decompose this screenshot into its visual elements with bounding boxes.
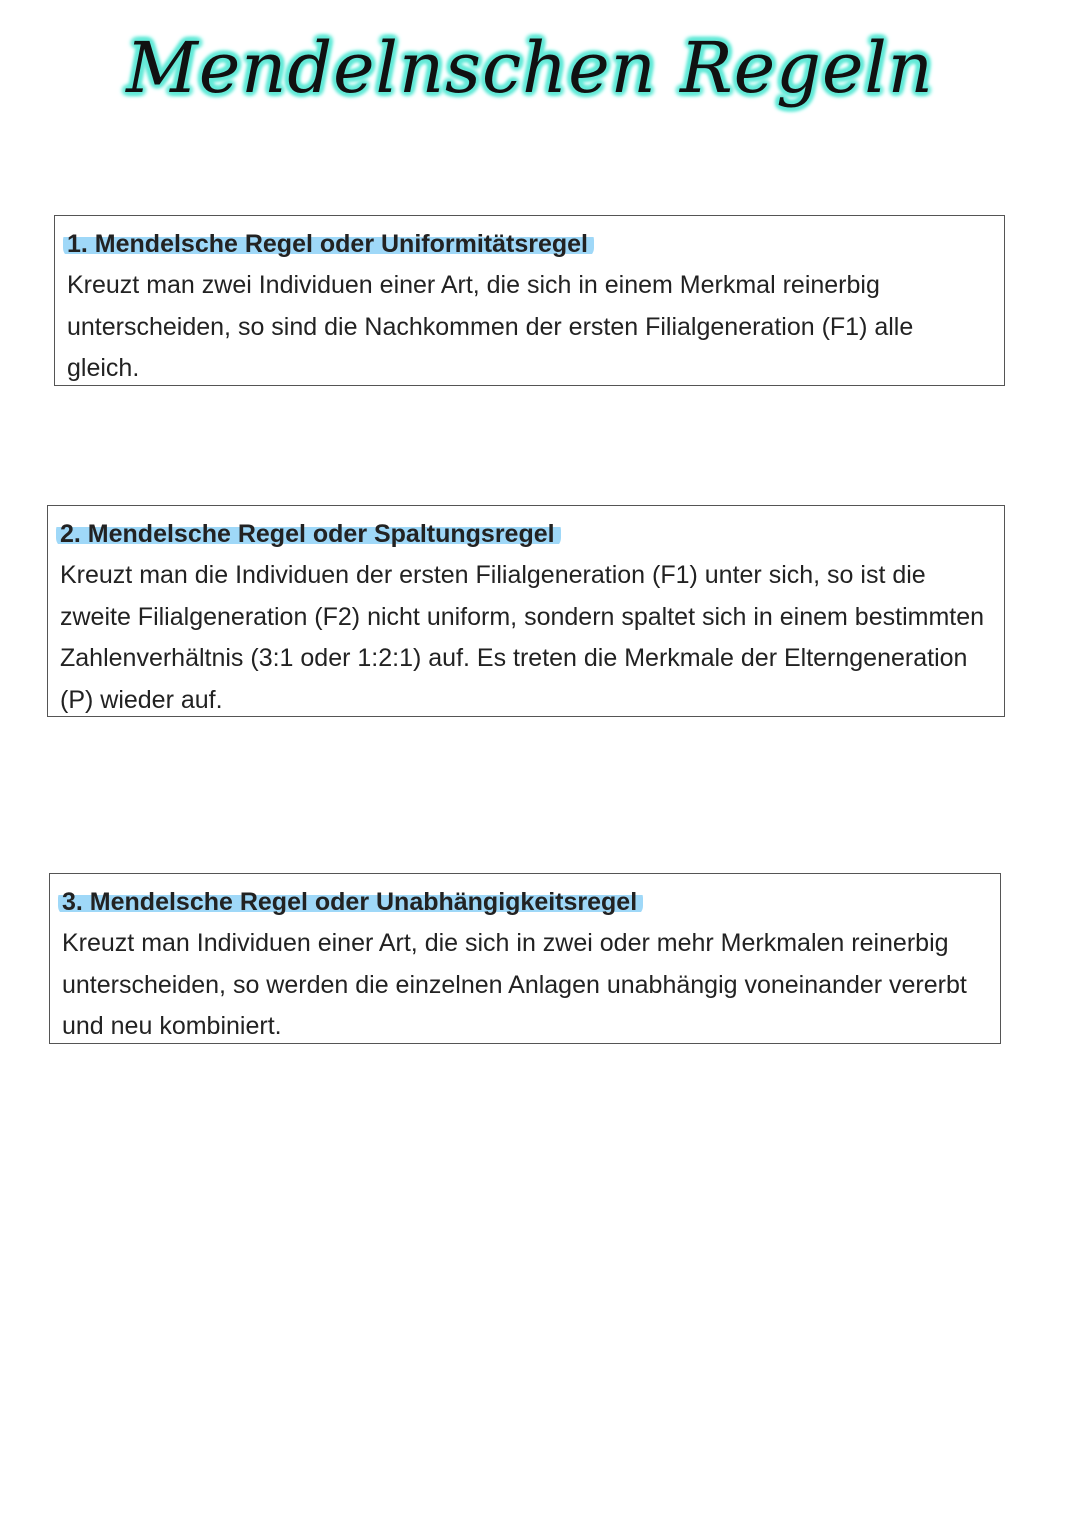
rule-box-segregation xyxy=(47,505,1005,717)
rule-heading-row xyxy=(60,514,992,555)
rule-heading: 3. Mendelsche Regel oder Unabhängigkeitsregel xyxy=(58,888,643,916)
rule-heading-row xyxy=(67,224,992,265)
rule-text: Kreuzt man die Individuen der ersten Filialgeneration (F1) unter sich, so ist die zweite Filialgeneration (F2) nicht uniform, sondern spaltet sich in einem bestimmten Zahlenverhältnis (3:1 oder 1:2:1) auf. Es treten die Merkmale der Elterngeneration (P) wieder auf. xyxy=(60,561,985,714)
rule-box-independence xyxy=(49,873,1001,1044)
rule-box-uniformity xyxy=(54,215,1005,386)
page-title: Mendelnschen Regeln xyxy=(126,27,934,109)
rule-heading: 1. Mendelsche Regel oder Uniformitätsregel xyxy=(63,230,594,258)
rule-heading: 2. Mendelsche Regel oder Spaltungsregel xyxy=(56,520,561,548)
rule-text: Kreuzt man Individuen einer Art, die sich in zwei oder mehr Merkmalen reinerbig unterscheiden, so werden die einzelnen Anlagen unabhängig voneinander vererbt und neu kombiniert. xyxy=(62,929,967,1040)
rule-text: Kreuzt man zwei Individuen einer Art, die sich in einem Merkmal reinerbig unterscheiden, so sind die Nachkommen der ersten Filialgeneration (F1) alle gleich. xyxy=(67,271,914,382)
rule-heading-row xyxy=(62,882,988,923)
